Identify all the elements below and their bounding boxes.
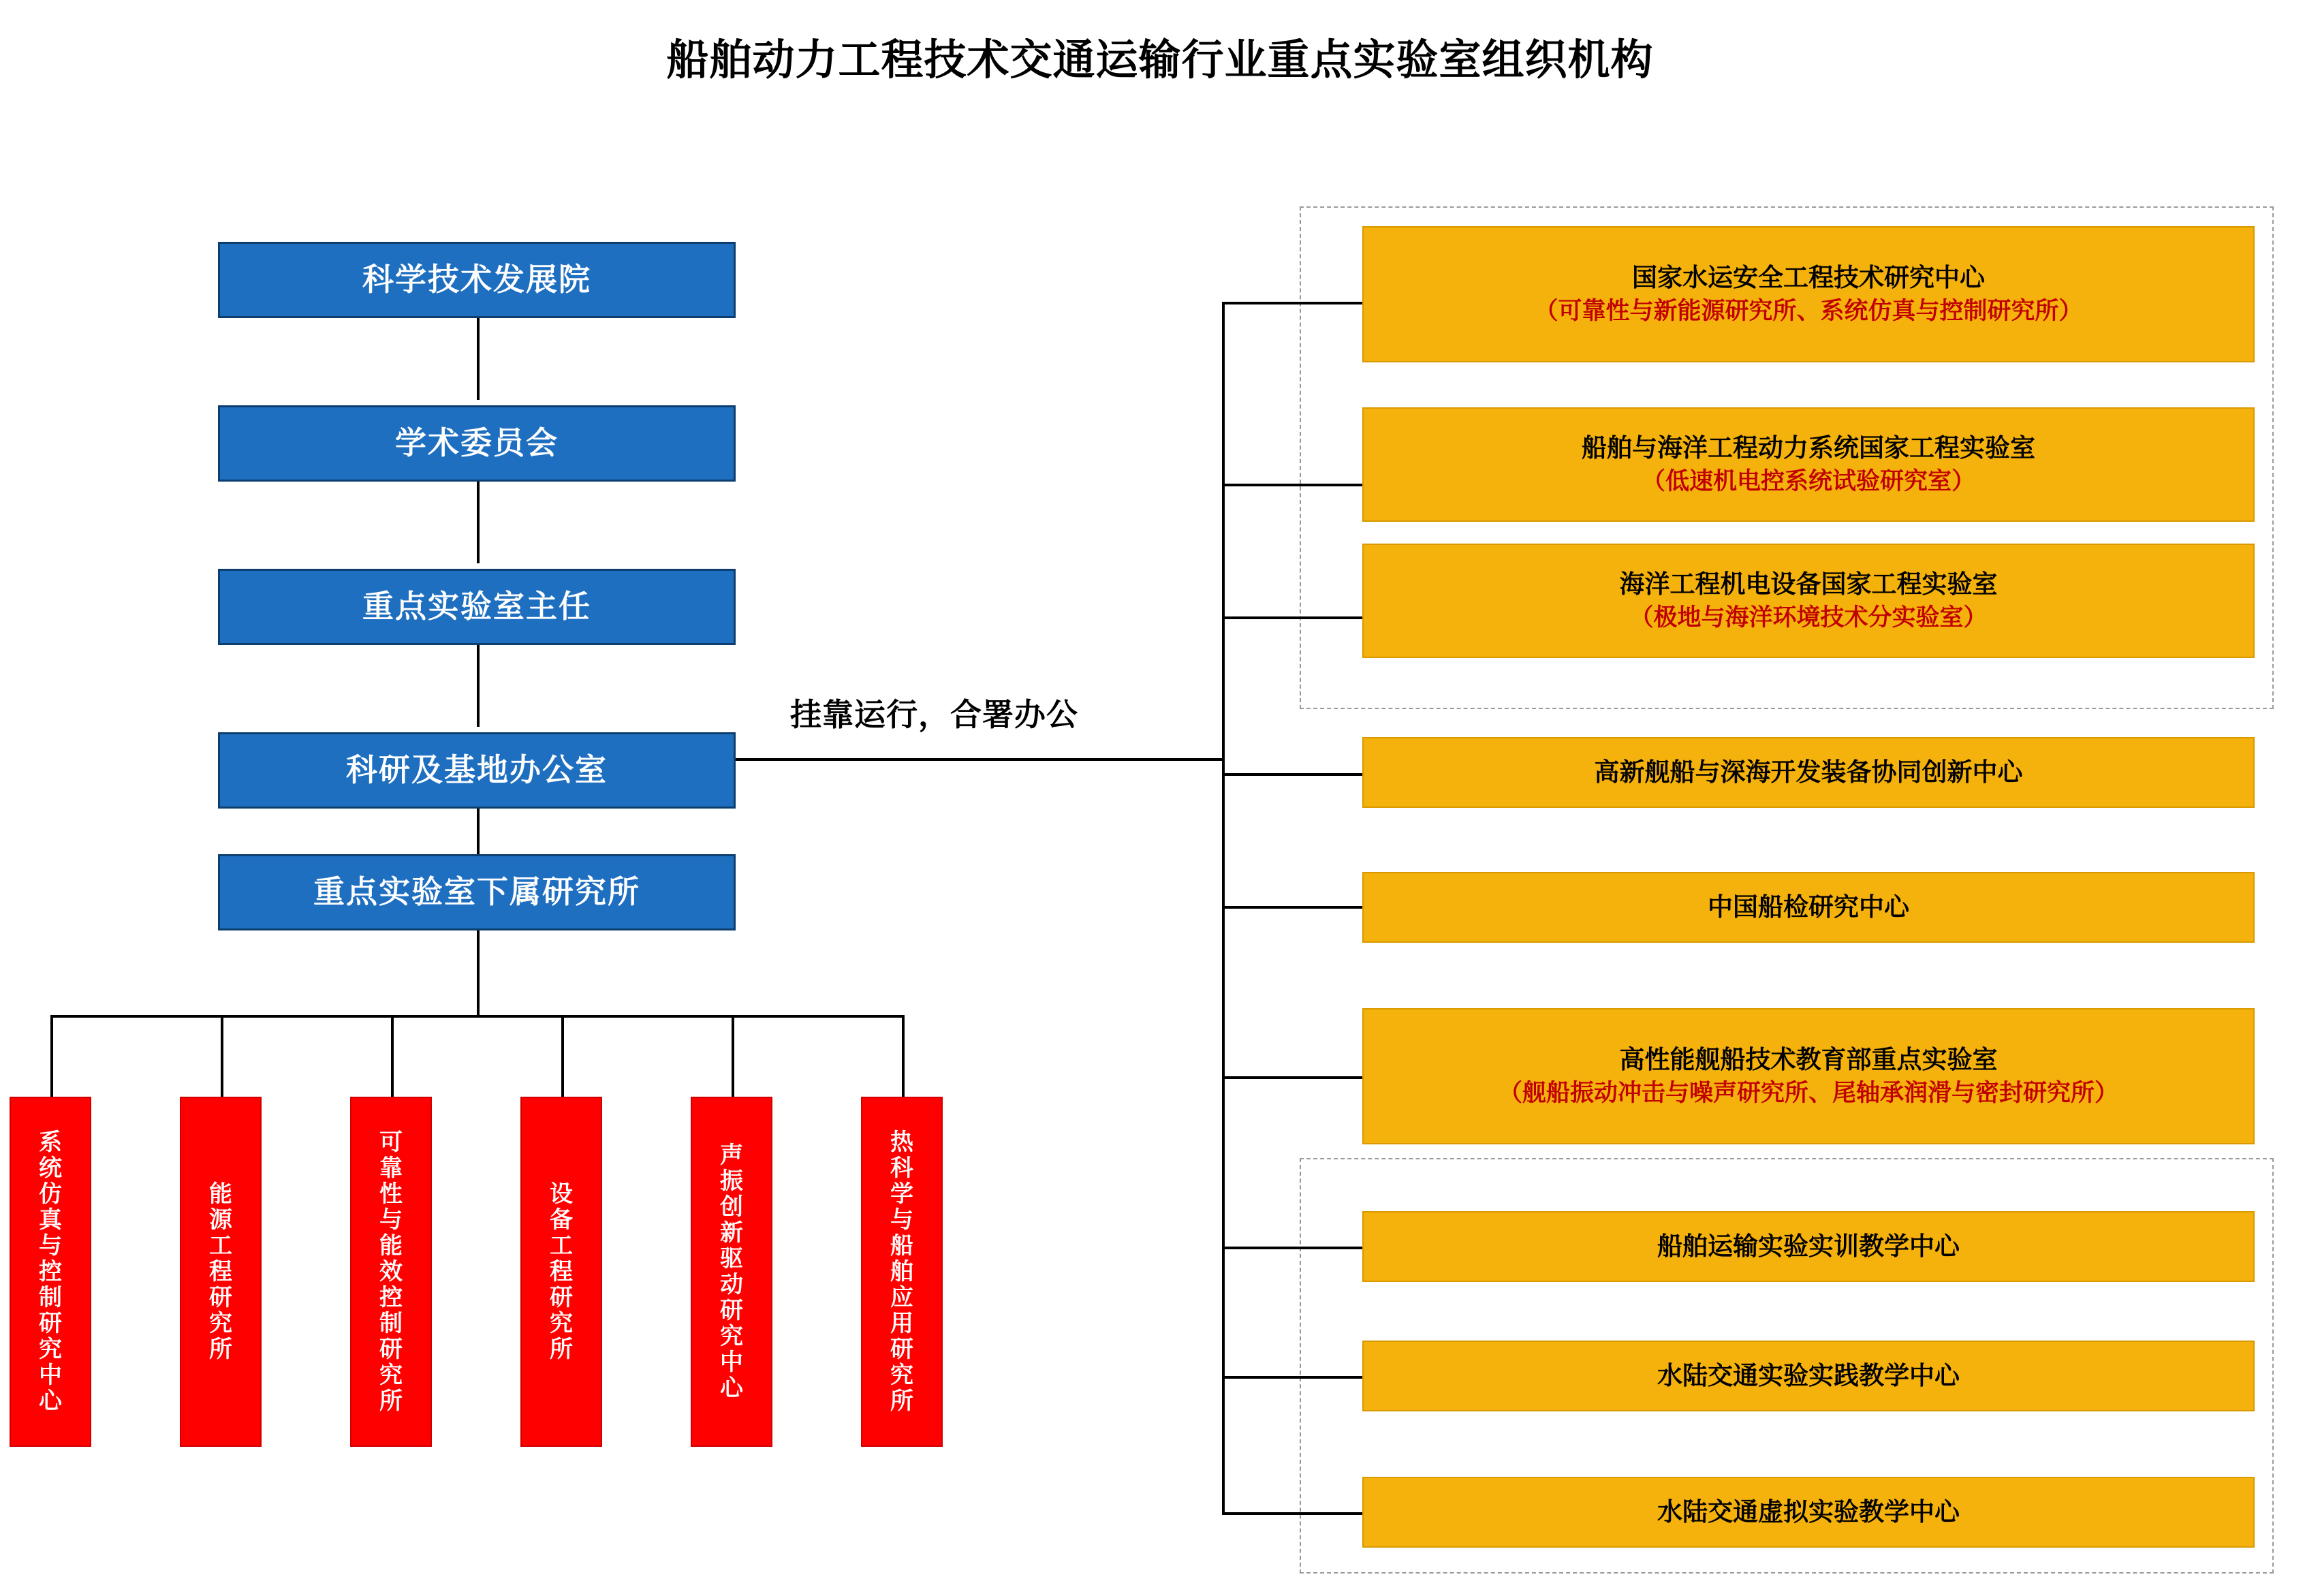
org-box-affiliated-institutes[interactable] [218, 854, 736, 930]
platform-title: 海洋工程机电设备国家工程实验室 [1619, 569, 1998, 598]
platform-title: 高性能舰船技术教育部重点实验室 [1619, 1045, 1998, 1074]
connector-left-chain-3 [477, 645, 480, 727]
platform-box-ocean-engineering-electromech-national-lab[interactable] [1362, 544, 2255, 658]
institute-label: 热 科 学 与 船 舶 应 用 研 究 所 [890, 1129, 913, 1415]
platform-box-high-performance-ship-moe-key-lab[interactable] [1362, 1008, 2255, 1144]
connector-institutes-bus [50, 1015, 903, 1018]
connector-institute-drop-1 [50, 1015, 53, 1097]
connector-branch-top-3 [1222, 616, 1365, 619]
connector-institutes-drop [477, 930, 480, 1015]
institute-box-thermal-science-ship-application[interactable] [861, 1097, 943, 1447]
institute-box-equipment-engineering[interactable] [520, 1097, 602, 1447]
institute-box-energy-engineering[interactable] [180, 1097, 262, 1447]
connector-branch-mid-3 [1222, 1076, 1365, 1079]
platform-subtitle: （低速机电控系统试验研究室） [1641, 468, 1975, 495]
connector-branch-bot-1 [1222, 1247, 1365, 1249]
institute-label: 系 统 仿 真 与 控 制 研 究 中 心 [39, 1129, 62, 1415]
connector-institute-drop-5 [732, 1015, 734, 1097]
connector-institute-drop-6 [902, 1015, 905, 1097]
org-box-research-base-office[interactable] [218, 732, 736, 809]
institute-label: 能 源 工 程 研 究 所 [209, 1180, 232, 1363]
platform-title: 船舶与海洋工程动力系统国家工程实验室 [1582, 433, 2035, 462]
connector-office-to-trunk [721, 758, 1225, 761]
institute-label: 设 备 工 程 研 究 所 [550, 1180, 573, 1363]
platform-title: 水陆交通虚拟实验教学中心 [1657, 1497, 1960, 1526]
connector-institute-drop-3 [391, 1015, 394, 1097]
platform-box-china-ship-survey-center[interactable] [1362, 872, 2255, 943]
platform-title: 船舶运输实验实训教学中心 [1657, 1232, 1960, 1260]
org-box-label: 重点实验室主任 [362, 589, 591, 625]
connector-institute-drop-4 [561, 1015, 564, 1097]
connector-branch-bot-2 [1222, 1376, 1365, 1379]
org-box-label: 学术委员会 [395, 425, 559, 461]
org-box-lab-director[interactable] [218, 569, 736, 645]
platform-subtitle: （可靠性与新能源研究所、系统仿真与控制研究所） [1534, 298, 2083, 325]
org-box-label: 重点实验室下属研究所 [313, 874, 640, 910]
platform-box-national-waterway-safety-center[interactable] [1362, 226, 2255, 362]
connector-branch-bot-3 [1222, 1512, 1365, 1515]
org-box-label: 科研及基地办公室 [346, 752, 608, 788]
platform-subtitle: （极地与海洋环境技术分实验室） [1629, 604, 1988, 631]
institute-label: 可 靠 性 与 能 效 控 制 研 究 所 [379, 1129, 403, 1415]
connector-branch-top-2 [1222, 484, 1365, 486]
org-box-academic-committee[interactable] [218, 405, 736, 482]
org-box-label: 科学技术发展院 [362, 262, 591, 298]
platform-title: 水陆交通实验实践教学中心 [1657, 1361, 1960, 1390]
connector-branch-mid-1 [1222, 773, 1365, 776]
platform-title: 高新舰船与深海开发装备协同创新中心 [1594, 757, 2023, 786]
platform-box-advanced-ship-deepsea-collab-center[interactable] [1362, 737, 2255, 808]
platform-box-ship-transport-training-center[interactable] [1362, 1211, 2255, 1282]
connector-branch-top-1 [1222, 302, 1365, 304]
institute-box-reliability-efficiency-control[interactable] [350, 1097, 432, 1447]
connector-institute-drop-2 [221, 1015, 223, 1097]
org-box-science-tech-development[interactable] [218, 242, 736, 318]
institute-label: 声 振 创 新 驱 动 研 究 中 心 [720, 1142, 743, 1402]
platform-subtitle: （舰船振动冲击与噪声研究所、尾轴承润滑与密封研究所） [1498, 1080, 2118, 1107]
institute-box-system-simulation-control[interactable] [10, 1097, 91, 1447]
connector-left-chain-2 [477, 482, 480, 563]
platform-title: 中国船检研究中心 [1708, 892, 1909, 921]
platform-box-water-land-transport-virtual-center[interactable] [1362, 1477, 2255, 1548]
platform-box-water-land-transport-practice-center[interactable] [1362, 1341, 2255, 1411]
platform-box-marine-power-system-national-lab[interactable] [1362, 407, 2255, 522]
page-title: 船舶动力工程技术交通运输行业重点实验室组织机构 [666, 37, 1654, 84]
connector-branch-mid-2 [1222, 906, 1365, 909]
connector-left-chain-1 [477, 318, 480, 400]
attach-mode-label: 挂靠运行，合署办公 [790, 697, 1078, 732]
institute-box-acoustic-vibration-innovation[interactable] [691, 1097, 772, 1447]
platform-title: 国家水运安全工程技术研究中心 [1632, 263, 1985, 292]
